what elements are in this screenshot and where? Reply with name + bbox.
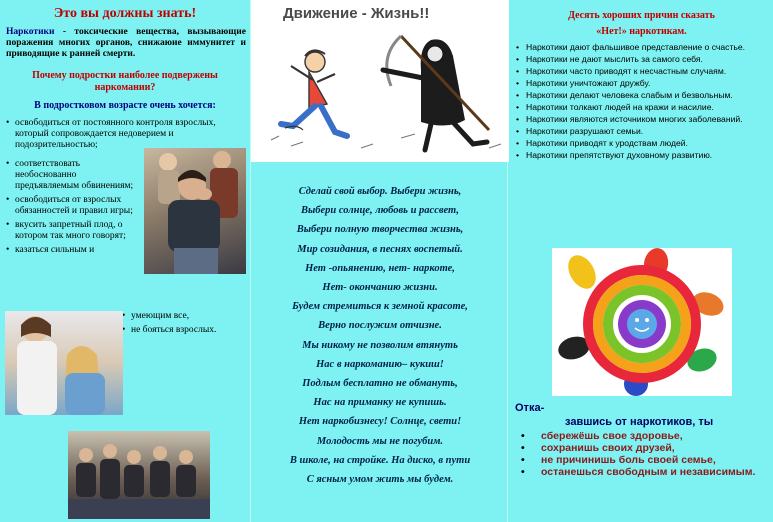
wants-heading: В подростковом возрасте очень хочется: (34, 100, 216, 111)
why-heading: Почему подростки наиболее подвержены наркомании? (32, 70, 218, 93)
poem (257, 182, 503, 489)
poem-line: Выбери солнце, любовь и рассвет, (300, 205, 460, 217)
list-item: • вкусить запретный плод, о котором так много говорят; (6, 220, 141, 242)
left-title: Это вы должны знать! (53, 6, 197, 21)
list-item: • казаться сильным и (6, 245, 141, 256)
middle-panel (250, 0, 508, 522)
wants-list-c (122, 311, 247, 339)
death-with-scythe-icon (383, 36, 489, 150)
reason-item: • Наркотики приводят к уродствам людей. (516, 138, 768, 148)
wants-list-b (6, 159, 141, 259)
reasons-subtitle: «Нет!» наркотикам. (596, 26, 687, 37)
reason-item: • Наркотики уничтожают дружбу. (516, 78, 768, 88)
photo-sad-teen (144, 148, 246, 274)
refuse-text-end: завшись от наркотиков, ты (565, 416, 714, 428)
poem-line: Будем стремиться к земной красоте, (292, 301, 468, 313)
poem-line: Нас на приманку не купишь. (313, 397, 447, 409)
benefit-item: • сбережёшь свое здоровье, (516, 430, 766, 442)
poem-line: С ясным умом жить мы будем. (306, 474, 454, 486)
banner-title: Движение - Жизнь!! (283, 5, 430, 22)
poem-line: Подлым бесплатно не обмануть, (302, 378, 458, 390)
benefit-item: • останешься свободным и независимым. (516, 466, 766, 478)
benefit-item: • не причинишь боль своей семье, (516, 454, 766, 466)
poem-line: Нет наркобизнесу! Солнце, свети! (298, 416, 462, 428)
smiley-face-icon (627, 309, 657, 339)
poem-line: Нас в наркоманию– кукиш! (316, 358, 444, 370)
banner-illustration (251, 0, 509, 162)
poem-line: Молодость мы не погубим. (316, 435, 444, 447)
poem-line: Выбери полную творчества жизнь, (296, 224, 464, 236)
running-boy-icon (281, 50, 347, 136)
reason-item: • Наркотики не дают мыслить за самого себя. (516, 54, 768, 64)
refuse-text-start: Отка- (515, 402, 545, 414)
reason-item: • Наркотики разрушают семьи. (516, 126, 768, 136)
poem-line: В школе, на стройке. На диско, в пути (289, 454, 471, 466)
healthy-lifestyle-emblem (552, 248, 732, 396)
photo-teen-group (68, 431, 210, 519)
benefits-list (516, 430, 766, 478)
list-item: • освободиться от постоянного контроля взрослых, который сопровождается недоверием и подозрительностью; (6, 118, 241, 151)
reasons-list (516, 42, 768, 162)
intro-text: - токсические вещества, вызывающие поражения многих органов, снижаюие иммунитет и приводящие к ранней смерти. (6, 27, 246, 59)
reason-item: • Наркотики делают человека слабым и безвольным. (516, 90, 768, 100)
reason-item: • Наркотики часто приводят к несчастным случаям. (516, 66, 768, 76)
photo-mother-daughter (5, 311, 123, 415)
poem-line: Мир созидания, в песнях воспетый. (297, 243, 463, 255)
poem-line: Мы никому не позволим втянуть (302, 339, 458, 351)
list-item: • умеющим все, (122, 311, 247, 322)
reasons-title: Десять хороших причин сказать (568, 10, 715, 21)
poem-line: Нет -опьянению, нет- наркоте, (305, 262, 455, 274)
intro-term: Наркотики (6, 27, 55, 37)
poem-line: Верно послужим отчизне. (318, 320, 442, 332)
reason-item: • Наркотики препятствуют духовному развитию. (516, 150, 768, 160)
list-item: • соответствовать необоснованно предъявляемым обвинениям; (6, 159, 141, 192)
reason-item: • Наркотики являются источником многих заболеваний. (516, 114, 768, 124)
benefit-item: • сохранишь своих друзей, (516, 442, 766, 454)
reason-item: • Наркотики дают фальшивое представление о счастье. (516, 42, 768, 52)
list-item: • не бояться взрослых. (122, 325, 247, 336)
poem-line: Нет- окончанию жизни. (322, 282, 438, 294)
list-item: • освободиться от взрослых обязанностей и правил игры; (6, 195, 141, 217)
intro-paragraph (6, 27, 246, 60)
poem-line: Сделай свой выбор. Выбери жизнь, (298, 186, 462, 197)
reason-item: • Наркотики толкают людей на кражи и насилие. (516, 102, 768, 112)
